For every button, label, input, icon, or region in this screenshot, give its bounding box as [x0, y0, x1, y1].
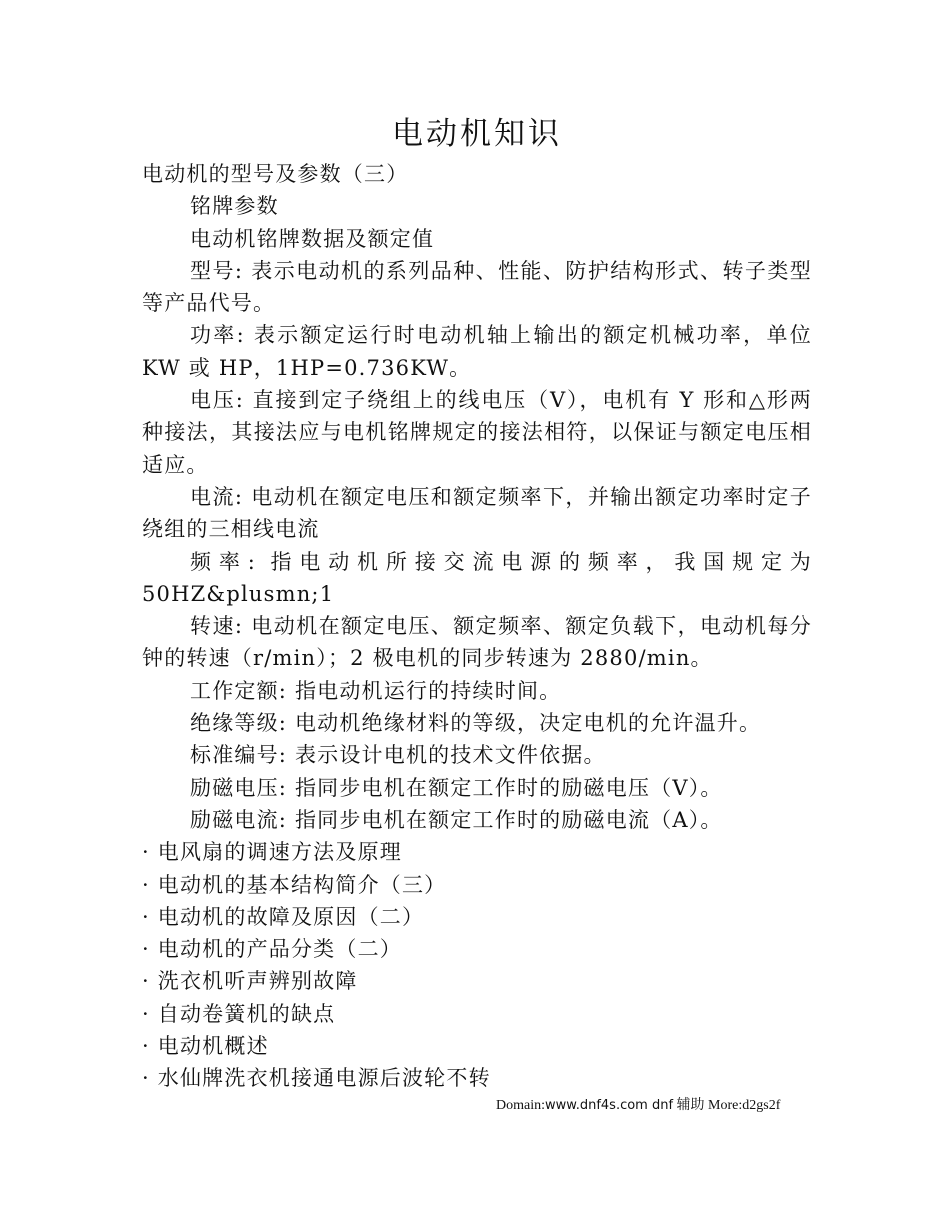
related-link[interactable]: · 电风扇的调速方法及原理 [142, 836, 812, 868]
paragraph: 电压: 直接到定子绕组上的线电压（V），电机有 Y 形和△形两种接法，其接法应与电机铭牌规定的接法相符，以保证与额定电压相适应。 [142, 388, 812, 477]
related-link[interactable]: · 电动机的基本结构简介（三） [142, 869, 812, 901]
footer-assist-text: 辅助 [676, 1098, 705, 1113]
related-link[interactable]: · 电动机概述 [142, 1030, 812, 1062]
footer-domain-label: Domain: [496, 1098, 545, 1113]
paragraph: 工作定额: 指电动机运行的持续时间。 [190, 678, 562, 703]
related-link[interactable]: · 电动机的产品分类（二） [142, 933, 812, 965]
paragraph: 转速: 电动机在额定电压、额定频率、额定负载下，电动机每分钟的转速（r/min）；2 极电机的同步转速为 2880/min。 [142, 614, 812, 671]
paragraph: 电流: 电动机在额定电压和额定频率下，并输出额定功率时定子绕组的三相线电流 [142, 484, 812, 542]
footer-domain-link[interactable]: www.dnf4s.com dnf [545, 1098, 674, 1113]
paragraph: 励磁电流: 指同步电机在额定工作时的励磁电流（A）。 [190, 807, 723, 832]
paragraph: 功率: 表示额定运行时电动机轴上输出的额定机械功率，单位 KW 或 HP，1HP=0.736KW。 [142, 323, 812, 380]
document-subtitle: 电动机的型号及参数（三） [142, 162, 409, 186]
related-link[interactable]: · 洗衣机听声辨别故障 [142, 965, 812, 997]
related-link[interactable]: · 自动卷簧机的缺点 [142, 998, 812, 1030]
related-link[interactable]: · 水仙牌洗衣机接通电源后波轮不转 [142, 1062, 812, 1094]
paragraph: 频率: 指电动机所接交流电源的频率，我国规定为 50HZ&plusmn;1 [142, 549, 812, 606]
paragraph: 励磁电压: 指同步电机在额定工作时的励磁电压（V）。 [190, 775, 723, 800]
paragraph: 绝缘等级: 电动机绝缘材料的等级，决定电机的允许温升。 [190, 711, 762, 736]
footer-more-text: More:d2gs2f [708, 1098, 781, 1113]
paragraph: 电动机铭牌数据及额定值 [190, 226, 435, 251]
paragraph: 型号: 表示电动机的系列品种、性能、防护结构形式、转子类型等产品代号。 [142, 258, 812, 316]
related-links-list [142, 836, 812, 1094]
related-link[interactable]: · 电动机的故障及原因（二） [142, 901, 812, 933]
document-body [142, 190, 812, 836]
paragraph: 标准编号: 表示设计电机的技术文件依据。 [190, 743, 606, 768]
document-page [142, 112, 812, 1095]
paragraph: 铭牌参数 [190, 194, 279, 219]
document-title: 电动机知识 [392, 116, 562, 152]
page-footer [496, 1097, 780, 1115]
